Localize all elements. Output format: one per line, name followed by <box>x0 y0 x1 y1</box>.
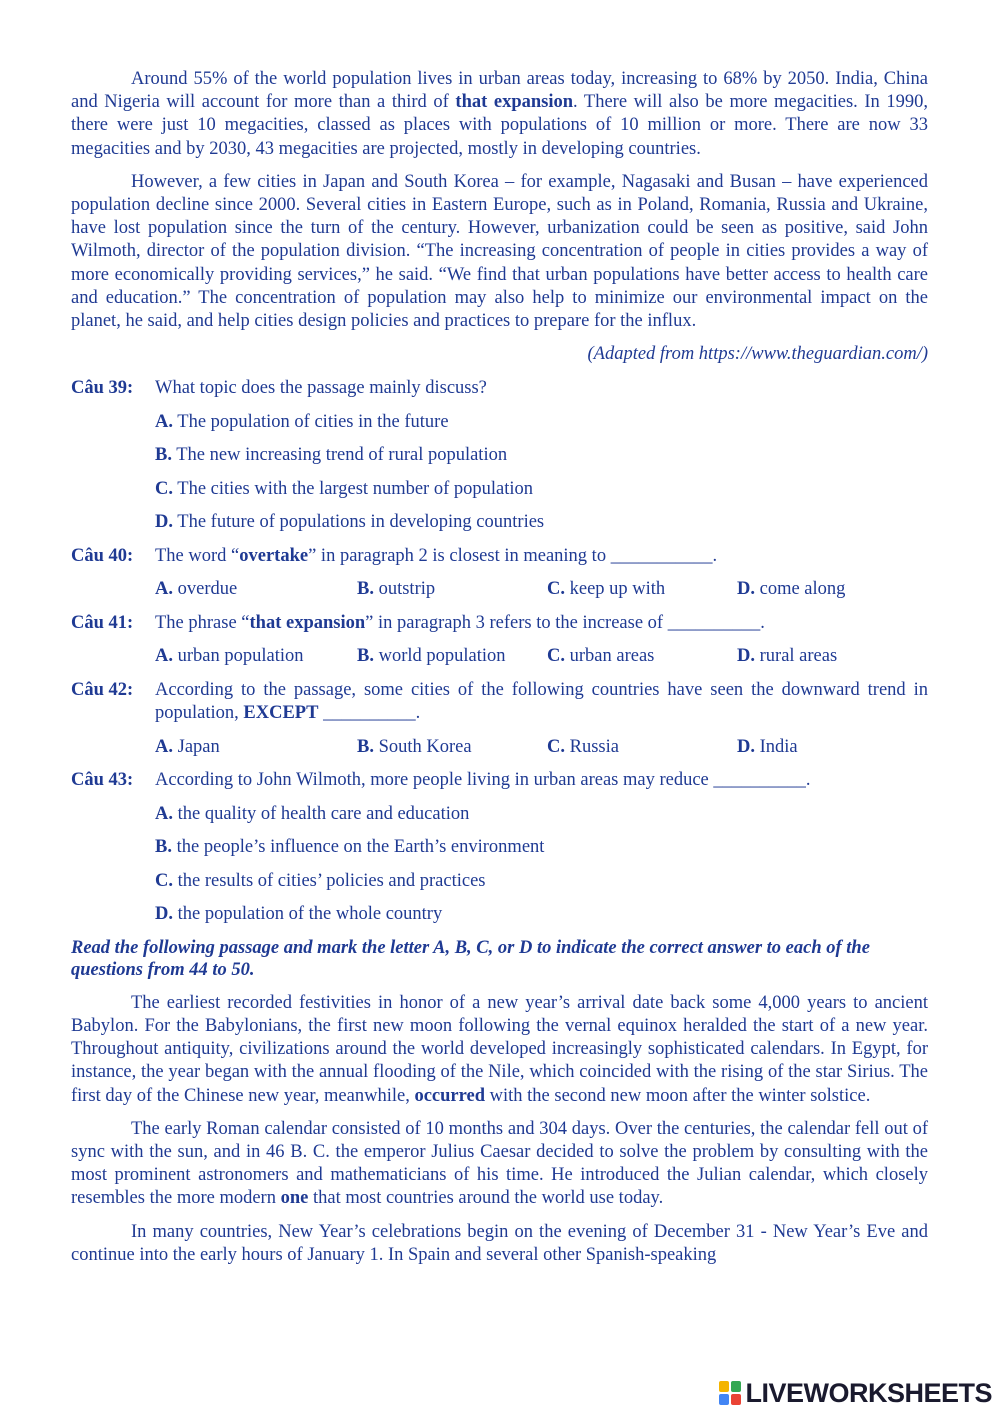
text-run: with the second new moon after the winter solstice. <box>485 1085 871 1106</box>
passage1-paragraph2 <box>71 171 928 333</box>
question-2 <box>71 612 928 636</box>
option-text: keep up with <box>565 579 666 600</box>
options-row <box>71 736 928 760</box>
bold-text: that expansion <box>249 612 366 633</box>
logo-square <box>731 1381 741 1392</box>
liveworksheets-logo-icon <box>719 1381 741 1405</box>
option-letter: A. <box>155 411 173 432</box>
option-letter: C. <box>155 478 173 499</box>
worksheet-page <box>71 68 928 1277</box>
option-text: rural areas <box>755 646 838 667</box>
answer-option[interactable] <box>71 478 928 502</box>
answer-option[interactable] <box>71 870 928 894</box>
option-letter: A. <box>155 646 173 667</box>
answer-option[interactable] <box>547 578 737 602</box>
options-row <box>71 645 928 669</box>
question-text <box>155 612 928 636</box>
text-run: ” in paragraph 3 refers to the increase of __________. <box>365 612 765 633</box>
option-text: Russia <box>565 736 619 757</box>
question-number: Câu 39: <box>71 378 134 399</box>
passage2-paragraph3 <box>71 1221 928 1267</box>
answer-option[interactable] <box>71 511 928 535</box>
answer-option[interactable] <box>737 578 845 602</box>
passage2-paragraph2 <box>71 1118 928 1211</box>
answer-option[interactable] <box>155 736 357 760</box>
option-text: come along <box>755 579 846 600</box>
text-run: The earliest recorded festivities in honor of a new year’s arrival date back some 4,000 years to ancient Babylon. For the Babylonians, the first new moon following the vernal equinox heralded the start of a new year. Throughout antiquity, civilizations around the world developed increasingly sophisticated calendars. In Egypt, for instance, the year began with the annual flooding of the Nile, which coincided with the rising of the star Sirius. The first day of the Chinese new year, meanwhile, <box>71 992 928 1106</box>
option-letter: B. <box>155 445 172 466</box>
question-text <box>155 769 928 793</box>
option-text: urban areas <box>565 646 655 667</box>
option-letter: A. <box>155 736 173 757</box>
logo-square <box>719 1381 729 1392</box>
question-1 <box>71 545 928 569</box>
text-run: ” in paragraph 2 is closest in meaning to ___________. <box>308 545 718 566</box>
option-text: South Korea <box>373 736 472 757</box>
logo-square <box>731 1394 741 1405</box>
passage2-paragraph1 <box>71 992 928 1108</box>
logo-square <box>719 1394 729 1405</box>
option-text: world population <box>373 646 506 667</box>
option-text: the results of cities’ policies and practices <box>173 870 486 891</box>
option-letter: B. <box>357 736 374 757</box>
option-letter: B. <box>357 579 374 600</box>
passage-source: (Adapted from https://www.theguardian.com/) <box>587 344 928 365</box>
text-run: . There will also be more megacities. In 1990, there were just 10 megacities, classed as places with populations of 10 million or more. There are now 33 megacities and by 2030, 43 megacities are projected, mostly in developing countries. <box>71 92 929 159</box>
option-letter: D. <box>737 736 755 757</box>
option-text: the people’s influence on the Earth’s environment <box>171 837 545 858</box>
text-run: The phrase “ <box>155 612 250 633</box>
option-text: The future of populations in developing countries <box>173 512 545 533</box>
question-0 <box>71 377 928 401</box>
question-number: Câu 43: <box>71 770 134 791</box>
answer-option[interactable] <box>737 736 798 760</box>
answer-option[interactable] <box>547 736 737 760</box>
passage1-paragraph1 <box>71 68 928 161</box>
answer-option[interactable] <box>737 645 837 669</box>
question-number: Câu 42: <box>71 679 134 700</box>
answer-option[interactable] <box>357 736 547 760</box>
option-letter: C. <box>155 870 173 891</box>
option-text: the quality of health care and education <box>173 803 470 824</box>
text-run: However, a few cities in Japan and South Korea – for example, Nagasaki and Busan – have experienced population decline since 2000. Several cities in Eastern Europe, such as in Poland, Romania, Russia and Ukraine, have lost population since the turn of the century. However, urbanization could be seen as positive, said John Wilmoth, director of the population division. “The increasing concentration of people in cities provides a way of more economically providing services,” he said. “We find that urban populations have better access to health care and education.” The concentration of population may also help to minimize our environmental impact on the planet, he said, and help cities design policies and practices to prepare for the influx. <box>71 171 928 332</box>
option-letter: A. <box>155 579 173 600</box>
option-letter: D. <box>737 579 755 600</box>
answer-option[interactable] <box>155 578 357 602</box>
option-text: The population of cities in the future <box>173 411 449 432</box>
answer-option[interactable] <box>71 803 928 827</box>
option-letter: B. <box>357 646 374 667</box>
option-text: the population of the whole country <box>173 904 443 925</box>
question-list <box>71 377 928 927</box>
option-letter: A. <box>155 803 173 824</box>
option-letter: D. <box>155 904 173 925</box>
option-letter: D. <box>737 646 755 667</box>
answer-option[interactable] <box>71 836 928 860</box>
text-run: The word “ <box>155 545 240 566</box>
option-text: outstrip <box>373 579 436 600</box>
question-text <box>155 377 928 401</box>
option-text: India <box>755 736 798 757</box>
option-text: urban population <box>173 646 304 667</box>
option-letter: C. <box>547 736 565 757</box>
answer-option[interactable] <box>155 645 357 669</box>
question-4 <box>71 769 928 793</box>
answer-option[interactable] <box>357 645 547 669</box>
question-3 <box>71 679 928 726</box>
option-text: The cities with the largest number of population <box>173 478 533 499</box>
instruction-text: Read the following passage and mark the letter A, B, C, or D to indicate the correct answer to each of the questions from 44 to 50. <box>71 937 870 981</box>
text-run: In many countries, New Year’s celebrations begin on the evening of December 31 - New Year’s Eve and continue into the early hours of January 1. In Spain and several other Spanish-speaking <box>71 1221 928 1265</box>
option-letter: B. <box>155 837 172 858</box>
option-letter: C. <box>547 579 565 600</box>
answer-option[interactable] <box>71 903 928 927</box>
text-run: According to the passage, some cities of the following countries have seen the downward trend in population, <box>155 679 928 724</box>
question-number: Câu 40: <box>71 545 134 566</box>
question-text <box>155 545 928 569</box>
option-letter: C. <box>547 646 565 667</box>
option-text: overdue <box>173 579 238 600</box>
text-run: that most countries around the world use today. <box>308 1188 664 1209</box>
option-text: The new increasing trend of rural population <box>171 445 508 466</box>
question-text <box>155 679 928 726</box>
answer-option[interactable] <box>357 578 547 602</box>
answer-option[interactable] <box>547 645 737 669</box>
text-run: According to John Wilmoth, more people living in urban areas may reduce __________. <box>155 770 811 791</box>
bold-text: occurred <box>414 1085 486 1106</box>
answer-option[interactable] <box>71 411 928 435</box>
options-row <box>71 578 928 602</box>
text-run: Around 55% of the world population lives in urban areas today, increasing to 68% by 2050. India, China and Nigeria will account for more than a third of <box>71 69 928 113</box>
watermark-text: LIVEWORKSHEETS <box>745 1377 992 1408</box>
bold-text: EXCEPT <box>243 703 319 724</box>
answer-option[interactable] <box>71 444 928 468</box>
bold-text: overtake <box>239 545 309 566</box>
bold-text: one <box>280 1188 309 1209</box>
text-run: __________. <box>318 703 421 724</box>
text-run: The early Roman calendar consisted of 10 months and 304 days. Over the centuries, the calendar fell out of sync with the sun, and in 46 B. C. the emperor Julius Caesar decided to solve the problem by consulting with the most prominent astronomers and mathematicians of his time. He introduced the Julian calendar, which closely resembles the more modern <box>71 1118 928 1209</box>
option-text: Japan <box>173 736 220 757</box>
liveworksheets-watermark <box>719 1378 992 1408</box>
text-run: What topic does the passage mainly discuss? <box>155 378 487 399</box>
bold-text: that expansion <box>455 92 574 113</box>
option-letter: D. <box>155 512 173 533</box>
question-number: Câu 41: <box>71 612 134 633</box>
